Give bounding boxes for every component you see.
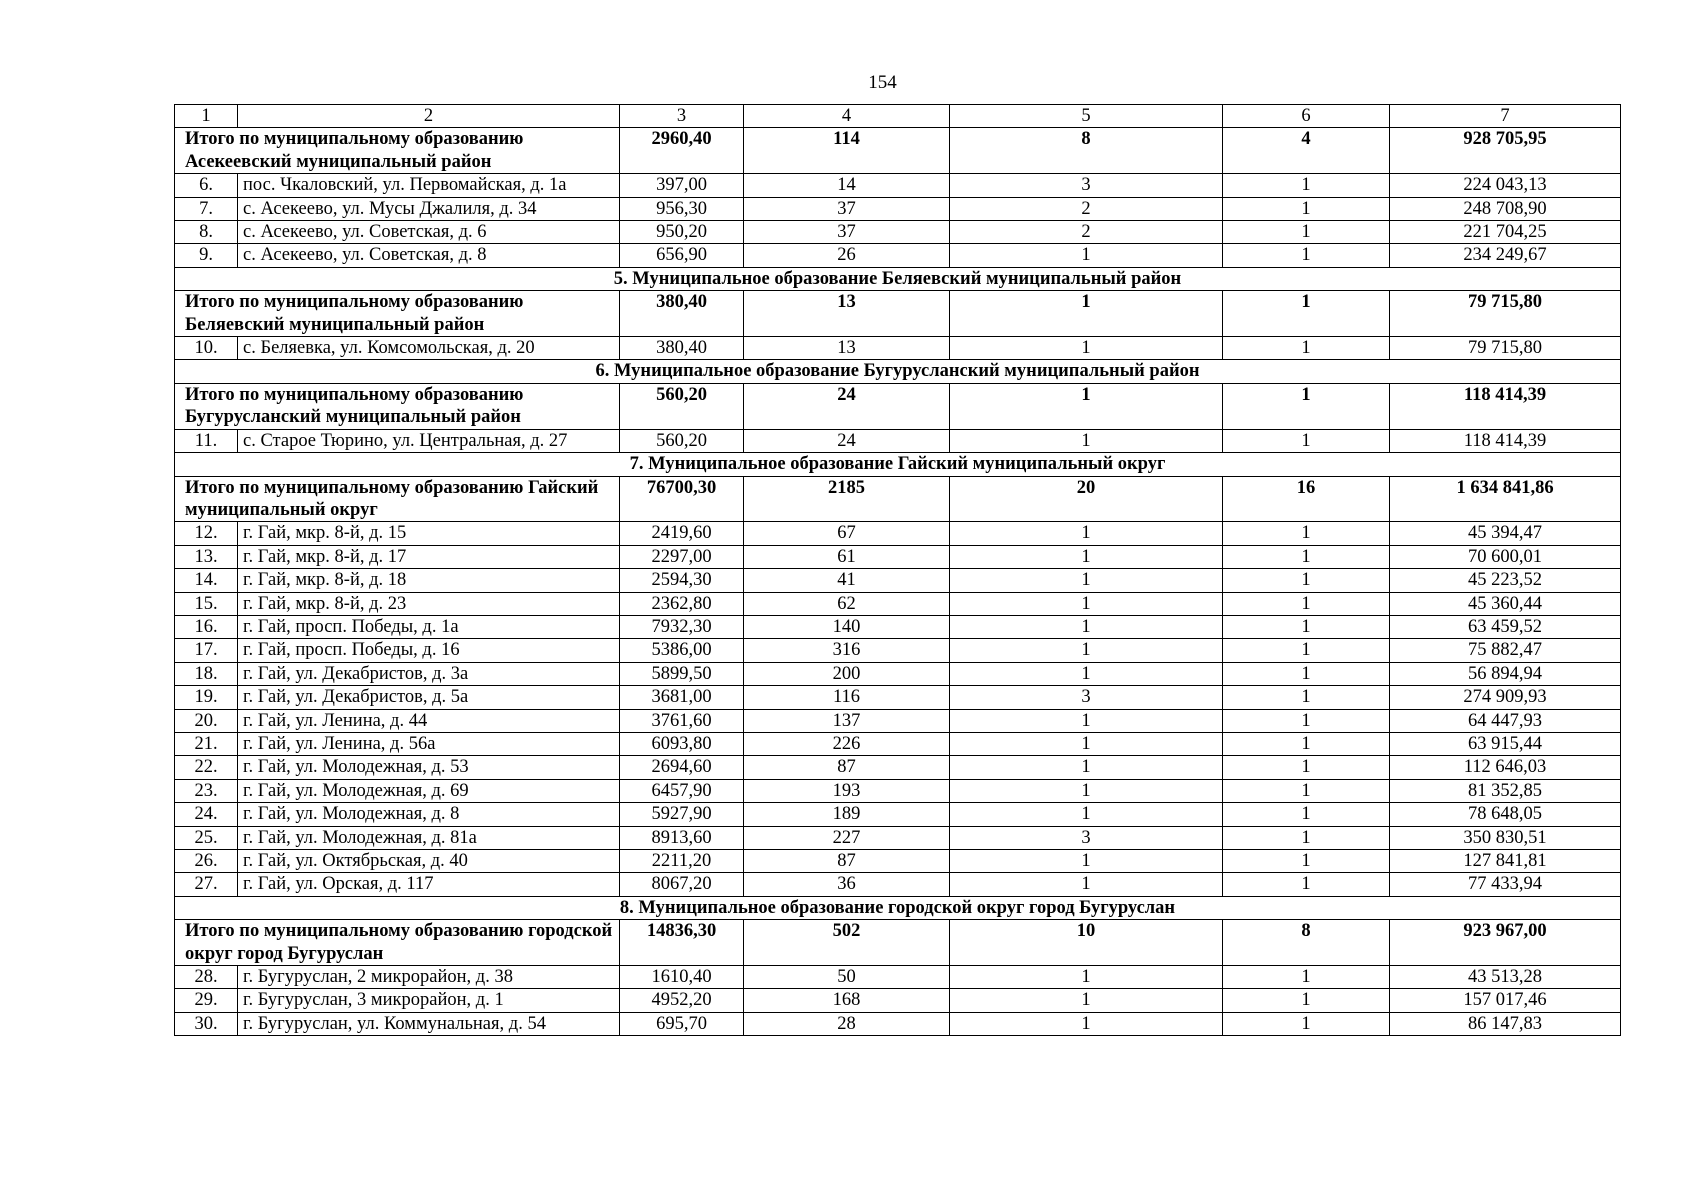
amount-cell: 56 894,94 bbox=[1390, 662, 1621, 685]
address-cell: г. Гай, ул. Молодежная, д. 69 bbox=[238, 779, 620, 802]
address-cell: г. Гай, ул. Ленина, д. 56а bbox=[238, 732, 620, 755]
table-row bbox=[175, 779, 1621, 802]
column-header: 4 bbox=[744, 105, 950, 128]
row-number: 24. bbox=[175, 803, 238, 826]
amount-cell: 43 513,28 bbox=[1390, 966, 1621, 989]
count-cell: 116 bbox=[744, 686, 950, 709]
area-cell: 950,20 bbox=[620, 221, 744, 244]
total-row bbox=[175, 291, 1621, 337]
address-cell: г. Гай, мкр. 8-й, д. 15 bbox=[238, 522, 620, 545]
table-row bbox=[175, 221, 1621, 244]
amount-cell: 45 394,47 bbox=[1390, 522, 1621, 545]
amount-cell: 79 715,80 bbox=[1390, 337, 1621, 360]
count-cell: 37 bbox=[744, 221, 950, 244]
total-c5: 10 bbox=[950, 920, 1223, 966]
row-number: 10. bbox=[175, 337, 238, 360]
address-cell: г. Гай, ул. Молодежная, д. 81а bbox=[238, 826, 620, 849]
table-row bbox=[175, 244, 1621, 267]
table-row bbox=[175, 803, 1621, 826]
amount-cell: 274 909,93 bbox=[1390, 686, 1621, 709]
column-header: 3 bbox=[620, 105, 744, 128]
row-number: 22. bbox=[175, 756, 238, 779]
row-number: 21. bbox=[175, 732, 238, 755]
amount-cell: 157 017,46 bbox=[1390, 989, 1621, 1012]
total-count: 2185 bbox=[744, 476, 950, 522]
count-cell: 14 bbox=[744, 174, 950, 197]
row-number: 12. bbox=[175, 522, 238, 545]
total-row bbox=[175, 383, 1621, 429]
c6-cell: 1 bbox=[1223, 174, 1390, 197]
total-count: 114 bbox=[744, 128, 950, 174]
section-title: 7. Муниципальное образование Гайский муниципальный округ bbox=[175, 453, 1621, 476]
amount-cell: 224 043,13 bbox=[1390, 174, 1621, 197]
table-row bbox=[175, 732, 1621, 755]
column-header: 1 bbox=[175, 105, 238, 128]
c6-cell: 1 bbox=[1223, 592, 1390, 615]
table-row bbox=[175, 197, 1621, 220]
c6-cell: 1 bbox=[1223, 873, 1390, 896]
table-row bbox=[175, 826, 1621, 849]
area-cell: 956,30 bbox=[620, 197, 744, 220]
count-cell: 193 bbox=[744, 779, 950, 802]
table-row bbox=[175, 966, 1621, 989]
c5-cell: 1 bbox=[950, 1012, 1223, 1035]
row-number: 20. bbox=[175, 709, 238, 732]
area-cell: 695,70 bbox=[620, 1012, 744, 1035]
amount-cell: 63 915,44 bbox=[1390, 732, 1621, 755]
row-number: 19. bbox=[175, 686, 238, 709]
amount-cell: 75 882,47 bbox=[1390, 639, 1621, 662]
total-label: Итого по муниципальному образованию Асекеевский муниципальный район bbox=[175, 128, 620, 174]
count-cell: 26 bbox=[744, 244, 950, 267]
section-header-row bbox=[175, 453, 1621, 476]
c6-cell: 1 bbox=[1223, 615, 1390, 638]
address-cell: с. Старое Тюрино, ул. Центральная, д. 27 bbox=[238, 429, 620, 452]
address-cell: г. Гай, ул. Орская, д. 117 bbox=[238, 873, 620, 896]
total-area: 2960,40 bbox=[620, 128, 744, 174]
c5-cell: 1 bbox=[950, 850, 1223, 873]
page-number: 154 bbox=[868, 72, 897, 93]
row-number: 30. bbox=[175, 1012, 238, 1035]
count-cell: 67 bbox=[744, 522, 950, 545]
area-cell: 2211,20 bbox=[620, 850, 744, 873]
total-row bbox=[175, 920, 1621, 966]
table-row bbox=[175, 639, 1621, 662]
count-cell: 24 bbox=[744, 429, 950, 452]
area-cell: 2594,30 bbox=[620, 569, 744, 592]
c5-cell: 3 bbox=[950, 174, 1223, 197]
c5-cell: 1 bbox=[950, 803, 1223, 826]
total-count: 13 bbox=[744, 291, 950, 337]
c6-cell: 1 bbox=[1223, 1012, 1390, 1035]
amount-cell: 221 704,25 bbox=[1390, 221, 1621, 244]
c6-cell: 1 bbox=[1223, 639, 1390, 662]
c5-cell: 1 bbox=[950, 592, 1223, 615]
area-cell: 397,00 bbox=[620, 174, 744, 197]
c6-cell: 1 bbox=[1223, 197, 1390, 220]
area-cell: 6093,80 bbox=[620, 732, 744, 755]
row-number: 29. bbox=[175, 989, 238, 1012]
column-header: 7 bbox=[1390, 105, 1621, 128]
address-cell: с. Беляевка, ул. Комсомольская, д. 20 bbox=[238, 337, 620, 360]
c6-cell: 1 bbox=[1223, 826, 1390, 849]
count-cell: 13 bbox=[744, 337, 950, 360]
c5-cell: 1 bbox=[950, 337, 1223, 360]
area-cell: 7932,30 bbox=[620, 615, 744, 638]
total-amount: 928 705,95 bbox=[1390, 128, 1621, 174]
amount-cell: 70 600,01 bbox=[1390, 545, 1621, 568]
count-cell: 87 bbox=[744, 850, 950, 873]
c6-cell: 1 bbox=[1223, 966, 1390, 989]
section-title: 5. Муниципальное образование Беляевский муниципальный район bbox=[175, 267, 1621, 290]
address-cell: г. Гай, ул. Декабристов, д. 5а bbox=[238, 686, 620, 709]
row-number: 11. bbox=[175, 429, 238, 452]
count-cell: 189 bbox=[744, 803, 950, 826]
amount-cell: 81 352,85 bbox=[1390, 779, 1621, 802]
section-title: 8. Муниципальное образование городской округ город Бугуруслан bbox=[175, 896, 1621, 919]
total-c5: 1 bbox=[950, 291, 1223, 337]
c5-cell: 2 bbox=[950, 221, 1223, 244]
c5-cell: 1 bbox=[950, 709, 1223, 732]
total-label: Итого по муниципальному образованию Бугурусланский муниципальный район bbox=[175, 383, 620, 429]
area-cell: 2362,80 bbox=[620, 592, 744, 615]
row-number: 26. bbox=[175, 850, 238, 873]
table-row bbox=[175, 174, 1621, 197]
count-cell: 37 bbox=[744, 197, 950, 220]
total-amount: 79 715,80 bbox=[1390, 291, 1621, 337]
row-number: 6. bbox=[175, 174, 238, 197]
table-row bbox=[175, 873, 1621, 896]
table-row bbox=[175, 686, 1621, 709]
table-row bbox=[175, 429, 1621, 452]
total-area: 76700,30 bbox=[620, 476, 744, 522]
table-row bbox=[175, 756, 1621, 779]
amount-cell: 118 414,39 bbox=[1390, 429, 1621, 452]
table-row bbox=[175, 615, 1621, 638]
c5-cell: 1 bbox=[950, 873, 1223, 896]
c5-cell: 1 bbox=[950, 639, 1223, 662]
total-c6: 16 bbox=[1223, 476, 1390, 522]
count-cell: 61 bbox=[744, 545, 950, 568]
amount-cell: 350 830,51 bbox=[1390, 826, 1621, 849]
total-count: 502 bbox=[744, 920, 950, 966]
c5-cell: 1 bbox=[950, 615, 1223, 638]
section-header-row bbox=[175, 360, 1621, 383]
column-header: 5 bbox=[950, 105, 1223, 128]
c5-cell: 1 bbox=[950, 522, 1223, 545]
c5-cell: 1 bbox=[950, 545, 1223, 568]
c6-cell: 1 bbox=[1223, 709, 1390, 732]
address-cell: г. Гай, просп. Победы, д. 1а bbox=[238, 615, 620, 638]
count-cell: 226 bbox=[744, 732, 950, 755]
area-cell: 5386,00 bbox=[620, 639, 744, 662]
table-row bbox=[175, 569, 1621, 592]
row-number: 14. bbox=[175, 569, 238, 592]
c5-cell: 1 bbox=[950, 569, 1223, 592]
area-cell: 8913,60 bbox=[620, 826, 744, 849]
c6-cell: 1 bbox=[1223, 337, 1390, 360]
count-cell: 168 bbox=[744, 989, 950, 1012]
row-number: 16. bbox=[175, 615, 238, 638]
total-area: 560,20 bbox=[620, 383, 744, 429]
row-number: 8. bbox=[175, 221, 238, 244]
count-cell: 41 bbox=[744, 569, 950, 592]
amount-cell: 63 459,52 bbox=[1390, 615, 1621, 638]
address-cell: г. Гай, ул. Ленина, д. 44 bbox=[238, 709, 620, 732]
c5-cell: 1 bbox=[950, 732, 1223, 755]
table-row bbox=[175, 545, 1621, 568]
total-c6: 8 bbox=[1223, 920, 1390, 966]
address-cell: г. Гай, ул. Молодежная, д. 8 bbox=[238, 803, 620, 826]
section-title: 6. Муниципальное образование Бугурусланский муниципальный район bbox=[175, 360, 1621, 383]
c5-cell: 1 bbox=[950, 779, 1223, 802]
total-c5: 8 bbox=[950, 128, 1223, 174]
address-cell: г. Бугуруслан, 2 микрорайон, д. 38 bbox=[238, 966, 620, 989]
c5-cell: 1 bbox=[950, 244, 1223, 267]
area-cell: 1610,40 bbox=[620, 966, 744, 989]
row-number: 13. bbox=[175, 545, 238, 568]
c6-cell: 1 bbox=[1223, 779, 1390, 802]
table-row bbox=[175, 337, 1621, 360]
c6-cell: 1 bbox=[1223, 569, 1390, 592]
c5-cell: 1 bbox=[950, 966, 1223, 989]
count-cell: 62 bbox=[744, 592, 950, 615]
c6-cell: 1 bbox=[1223, 686, 1390, 709]
c6-cell: 1 bbox=[1223, 756, 1390, 779]
address-cell: с. Асекеево, ул. Советская, д. 6 bbox=[238, 221, 620, 244]
c5-cell: 3 bbox=[950, 686, 1223, 709]
section-header-row bbox=[175, 896, 1621, 919]
c6-cell: 1 bbox=[1223, 244, 1390, 267]
area-cell: 4952,20 bbox=[620, 989, 744, 1012]
table-row bbox=[175, 592, 1621, 615]
total-label: Итого по муниципальному образованию Гайский муниципальный округ bbox=[175, 476, 620, 522]
table-row bbox=[175, 662, 1621, 685]
total-amount: 923 967,00 bbox=[1390, 920, 1621, 966]
c5-cell: 3 bbox=[950, 826, 1223, 849]
address-cell: г. Гай, мкр. 8-й, д. 17 bbox=[238, 545, 620, 568]
area-cell: 6457,90 bbox=[620, 779, 744, 802]
count-cell: 227 bbox=[744, 826, 950, 849]
address-cell: г. Гай, просп. Победы, д. 16 bbox=[238, 639, 620, 662]
housing-table bbox=[174, 104, 1621, 1036]
c6-cell: 1 bbox=[1223, 429, 1390, 452]
c5-cell: 1 bbox=[950, 662, 1223, 685]
row-number: 28. bbox=[175, 966, 238, 989]
total-amount: 1 634 841,86 bbox=[1390, 476, 1621, 522]
area-cell: 2419,60 bbox=[620, 522, 744, 545]
total-c5: 20 bbox=[950, 476, 1223, 522]
area-cell: 380,40 bbox=[620, 337, 744, 360]
row-number: 7. bbox=[175, 197, 238, 220]
c6-cell: 1 bbox=[1223, 803, 1390, 826]
address-cell: с. Асекеево, ул. Советская, д. 8 bbox=[238, 244, 620, 267]
address-cell: г. Гай, мкр. 8-й, д. 23 bbox=[238, 592, 620, 615]
area-cell: 3681,00 bbox=[620, 686, 744, 709]
count-cell: 50 bbox=[744, 966, 950, 989]
address-cell: пос. Чкаловский, ул. Первомайская, д. 1а bbox=[238, 174, 620, 197]
area-cell: 2694,60 bbox=[620, 756, 744, 779]
total-row bbox=[175, 128, 1621, 174]
total-row bbox=[175, 476, 1621, 522]
row-number: 9. bbox=[175, 244, 238, 267]
row-number: 15. bbox=[175, 592, 238, 615]
amount-cell: 78 648,05 bbox=[1390, 803, 1621, 826]
c6-cell: 1 bbox=[1223, 850, 1390, 873]
total-area: 14836,30 bbox=[620, 920, 744, 966]
column-header: 2 bbox=[238, 105, 620, 128]
amount-cell: 127 841,81 bbox=[1390, 850, 1621, 873]
table-row bbox=[175, 522, 1621, 545]
amount-cell: 112 646,03 bbox=[1390, 756, 1621, 779]
area-cell: 8067,20 bbox=[620, 873, 744, 896]
total-c5: 1 bbox=[950, 383, 1223, 429]
c6-cell: 1 bbox=[1223, 732, 1390, 755]
total-c6: 1 bbox=[1223, 383, 1390, 429]
c6-cell: 1 bbox=[1223, 522, 1390, 545]
c5-cell: 2 bbox=[950, 197, 1223, 220]
count-cell: 140 bbox=[744, 615, 950, 638]
column-number-row bbox=[175, 105, 1621, 128]
total-c6: 4 bbox=[1223, 128, 1390, 174]
table-row bbox=[175, 850, 1621, 873]
count-cell: 36 bbox=[744, 873, 950, 896]
c6-cell: 1 bbox=[1223, 221, 1390, 244]
address-cell: г. Гай, ул. Молодежная, д. 53 bbox=[238, 756, 620, 779]
row-number: 27. bbox=[175, 873, 238, 896]
section-header-row bbox=[175, 267, 1621, 290]
c6-cell: 1 bbox=[1223, 662, 1390, 685]
column-header: 6 bbox=[1223, 105, 1390, 128]
total-amount: 118 414,39 bbox=[1390, 383, 1621, 429]
area-cell: 5899,50 bbox=[620, 662, 744, 685]
address-cell: г. Гай, мкр. 8-й, д. 18 bbox=[238, 569, 620, 592]
area-cell: 3761,60 bbox=[620, 709, 744, 732]
count-cell: 137 bbox=[744, 709, 950, 732]
c6-cell: 1 bbox=[1223, 545, 1390, 568]
table-row bbox=[175, 989, 1621, 1012]
total-label: Итого по муниципальному образованию Беляевский муниципальный район bbox=[175, 291, 620, 337]
total-area: 380,40 bbox=[620, 291, 744, 337]
count-cell: 200 bbox=[744, 662, 950, 685]
row-number: 23. bbox=[175, 779, 238, 802]
amount-cell: 64 447,93 bbox=[1390, 709, 1621, 732]
table-row bbox=[175, 709, 1621, 732]
address-cell: г. Бугуруслан, ул. Коммунальная, д. 54 bbox=[238, 1012, 620, 1035]
total-label: Итого по муниципальному образованию городской округ город Бугуруслан bbox=[175, 920, 620, 966]
area-cell: 5927,90 bbox=[620, 803, 744, 826]
amount-cell: 77 433,94 bbox=[1390, 873, 1621, 896]
amount-cell: 234 249,67 bbox=[1390, 244, 1621, 267]
c5-cell: 1 bbox=[950, 429, 1223, 452]
count-cell: 87 bbox=[744, 756, 950, 779]
address-cell: г. Гай, ул. Октябрьская, д. 40 bbox=[238, 850, 620, 873]
table-row bbox=[175, 1012, 1621, 1035]
amount-cell: 45 360,44 bbox=[1390, 592, 1621, 615]
c5-cell: 1 bbox=[950, 756, 1223, 779]
address-cell: г. Гай, ул. Декабристов, д. 3а bbox=[238, 662, 620, 685]
total-c6: 1 bbox=[1223, 291, 1390, 337]
total-count: 24 bbox=[744, 383, 950, 429]
count-cell: 316 bbox=[744, 639, 950, 662]
amount-cell: 248 708,90 bbox=[1390, 197, 1621, 220]
count-cell: 28 bbox=[744, 1012, 950, 1035]
c6-cell: 1 bbox=[1223, 989, 1390, 1012]
row-number: 18. bbox=[175, 662, 238, 685]
amount-cell: 45 223,52 bbox=[1390, 569, 1621, 592]
address-cell: с. Асекеево, ул. Мусы Джалиля, д. 34 bbox=[238, 197, 620, 220]
c5-cell: 1 bbox=[950, 989, 1223, 1012]
row-number: 25. bbox=[175, 826, 238, 849]
area-cell: 2297,00 bbox=[620, 545, 744, 568]
address-cell: г. Бугуруслан, 3 микрорайон, д. 1 bbox=[238, 989, 620, 1012]
row-number: 17. bbox=[175, 639, 238, 662]
area-cell: 656,90 bbox=[620, 244, 744, 267]
amount-cell: 86 147,83 bbox=[1390, 1012, 1621, 1035]
area-cell: 560,20 bbox=[620, 429, 744, 452]
